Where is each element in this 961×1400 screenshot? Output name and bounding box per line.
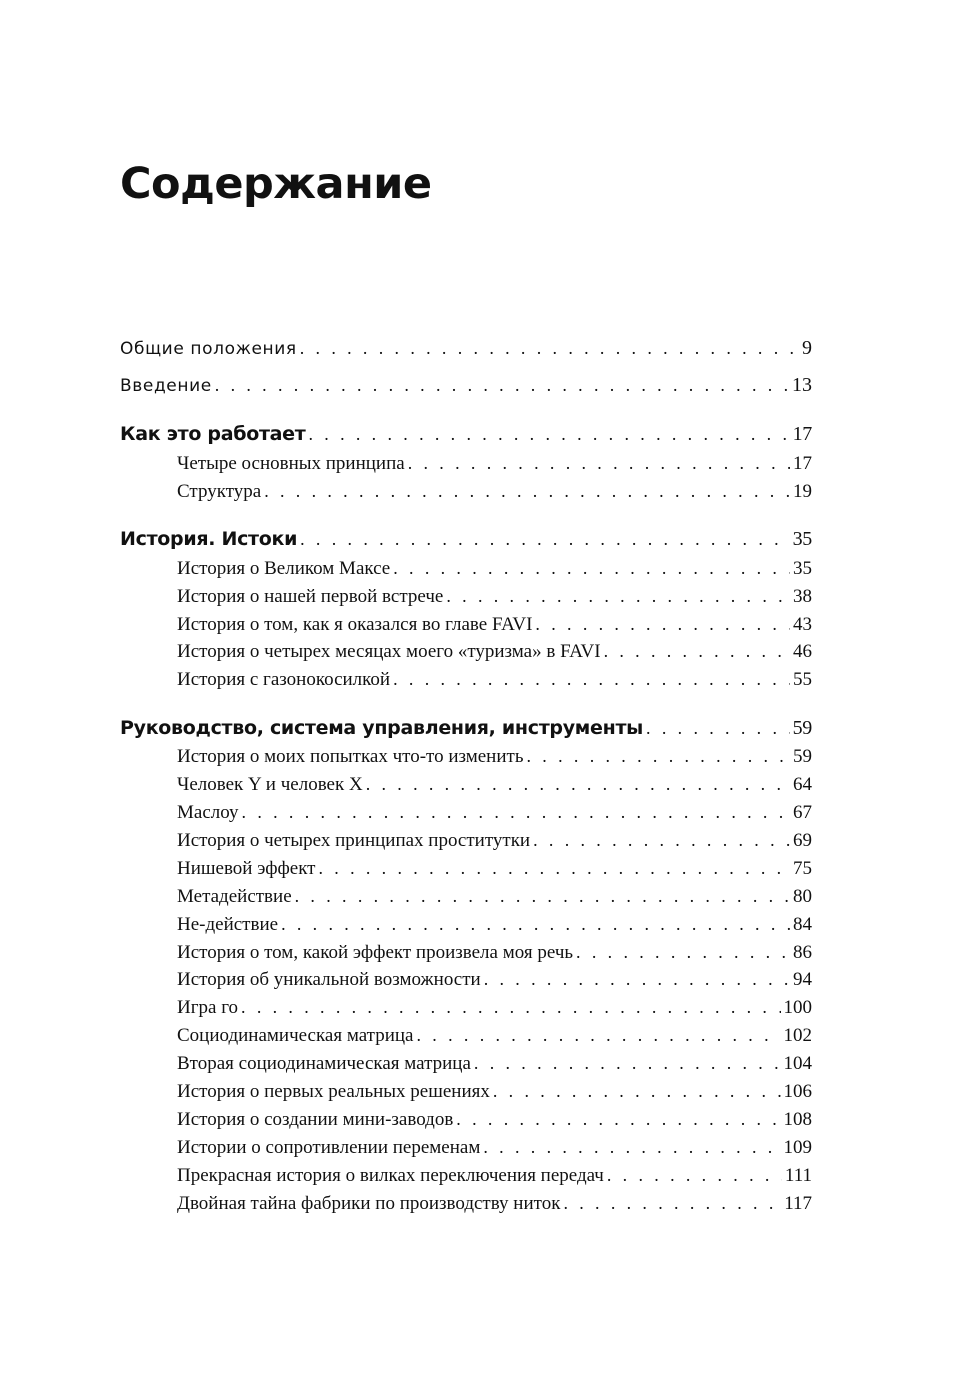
toc-entry-title: Общие положения xyxy=(120,339,297,359)
dot-leader xyxy=(393,665,790,693)
toc-entry-title: Структура xyxy=(177,481,262,502)
toc-page-number: 13 xyxy=(792,374,812,396)
dot-leader xyxy=(408,449,790,477)
dot-leader xyxy=(417,1021,781,1049)
toc-entry[interactable] xyxy=(177,742,812,770)
dot-leader xyxy=(300,525,789,553)
toc-page-number: 80 xyxy=(793,886,812,907)
toc-entry-title: Игра го xyxy=(177,997,239,1018)
toc-entry[interactable] xyxy=(177,610,812,638)
toc-page-number: 104 xyxy=(783,1053,812,1074)
toc-entry[interactable] xyxy=(177,1021,812,1049)
toc-page-number: 46 xyxy=(793,641,812,662)
toc-page-number: 67 xyxy=(793,802,812,823)
toc-entry-title: Как это работает xyxy=(120,423,306,445)
dot-leader xyxy=(264,477,790,505)
toc-page-number: 69 xyxy=(793,830,812,851)
toc-entry[interactable] xyxy=(177,449,812,477)
toc-page-number: 9 xyxy=(802,337,812,359)
dot-leader xyxy=(604,637,790,665)
toc-page-number: 55 xyxy=(793,669,812,690)
toc-entry-title: История об уникальной возможности xyxy=(177,969,481,990)
dot-leader xyxy=(366,770,790,798)
toc-entry[interactable] xyxy=(177,1077,812,1105)
page-title: Содержание xyxy=(120,159,432,209)
toc-page-number: 19 xyxy=(793,481,812,502)
toc-entry-title: Вторая социодинамическая матрица xyxy=(177,1053,471,1074)
toc-entry-title: Введение xyxy=(120,376,212,396)
dot-leader xyxy=(646,714,790,742)
toc-page-number: 86 xyxy=(793,942,812,963)
toc-entry-title: История. Истоки xyxy=(120,528,298,550)
toc-section-heading[interactable] xyxy=(120,420,812,448)
toc-entry[interactable] xyxy=(177,965,812,993)
dot-leader xyxy=(446,582,790,610)
toc-entry-title: Человек Y и человек X xyxy=(177,774,363,795)
toc-entry[interactable] xyxy=(177,882,812,910)
toc-entry[interactable] xyxy=(177,1189,812,1217)
toc-entry[interactable] xyxy=(177,637,812,665)
toc-entry[interactable] xyxy=(177,1133,812,1161)
dot-leader xyxy=(295,882,790,910)
toc-page-number: 35 xyxy=(792,528,812,550)
dot-leader xyxy=(393,554,790,582)
dot-leader xyxy=(535,610,790,638)
dot-leader xyxy=(527,742,791,770)
toc-entry[interactable] xyxy=(177,938,812,966)
toc-page-number: 35 xyxy=(793,558,812,579)
toc-entry[interactable] xyxy=(177,665,812,693)
toc-entry-title: История о нашей первой встрече xyxy=(177,586,444,607)
toc-entry-title: Четыре основных принципа xyxy=(177,453,405,474)
toc-entry[interactable] xyxy=(177,1105,812,1133)
toc-page-number: 117 xyxy=(784,1193,812,1214)
toc-entry[interactable] xyxy=(177,770,812,798)
toc-entry-title: История о четырех принципах проститутки xyxy=(177,830,531,851)
toc-entry-title: История с газонокосилкой xyxy=(177,669,391,690)
toc-entry-title: История о Великом Максе xyxy=(177,558,391,579)
toc-entry[interactable] xyxy=(177,554,812,582)
toc-page-number: 111 xyxy=(784,1165,812,1186)
toc-entry-title: Социодинамическая матрица xyxy=(177,1025,414,1046)
dot-leader xyxy=(242,798,790,826)
toc-page-number: 94 xyxy=(793,969,812,990)
toc-page-number: 43 xyxy=(793,614,812,635)
toc-page-number: 17 xyxy=(792,423,812,445)
toc-section-heading[interactable] xyxy=(120,525,812,553)
toc-section-heading[interactable] xyxy=(120,714,812,742)
dot-leader xyxy=(281,910,790,938)
toc-page-number: 108 xyxy=(783,1109,812,1130)
toc-entry[interactable] xyxy=(177,826,812,854)
dot-leader xyxy=(576,938,790,966)
toc-entry-title: История о том, как я оказался во главе FAVI xyxy=(177,614,533,635)
toc-entry[interactable] xyxy=(177,582,812,610)
toc-page-number: 59 xyxy=(793,746,812,767)
toc-entry[interactable] xyxy=(177,477,812,505)
toc-entry-title: Метадействие xyxy=(177,886,292,907)
toc-entry-title: Нишевой эффект xyxy=(177,858,316,879)
toc-entry-title: Истории о сопротивлении переменам xyxy=(177,1137,481,1158)
dot-leader xyxy=(318,854,790,882)
dot-leader xyxy=(483,1133,780,1161)
toc-entry-title: Прекрасная история о вилках переключения передач xyxy=(177,1165,604,1186)
toc-entry[interactable] xyxy=(177,854,812,882)
dot-leader xyxy=(484,965,790,993)
toc-entry[interactable] xyxy=(177,993,812,1021)
toc-page-number: 84 xyxy=(793,914,812,935)
toc-page-number: 64 xyxy=(793,774,812,795)
dot-leader xyxy=(241,993,780,1021)
toc-page-number: 102 xyxy=(783,1025,812,1046)
dot-leader xyxy=(533,826,790,854)
dot-leader xyxy=(493,1077,781,1105)
toc-page-number: 17 xyxy=(793,453,812,474)
toc-entry[interactable] xyxy=(177,1161,812,1189)
toc-entry-title: Двойная тайна фабрики по производству ниток xyxy=(177,1193,561,1214)
dot-leader xyxy=(563,1189,781,1217)
dot-leader xyxy=(215,371,789,399)
toc-page-number: 109 xyxy=(783,1137,812,1158)
toc-page-number: 75 xyxy=(793,858,812,879)
toc-page-number: 59 xyxy=(792,717,812,739)
dot-leader xyxy=(300,334,799,362)
toc-page-number: 38 xyxy=(793,586,812,607)
toc-entry[interactable] xyxy=(177,1049,812,1077)
dot-leader xyxy=(456,1105,780,1133)
toc-page-number: 106 xyxy=(783,1081,812,1102)
dot-leader xyxy=(474,1049,781,1077)
toc-entry-title: Маслоу xyxy=(177,802,239,823)
dot-leader xyxy=(607,1161,782,1189)
toc-page-number: 100 xyxy=(783,997,812,1018)
toc-entry-title: История о моих попытках что-то изменить xyxy=(177,746,524,767)
toc-entry[interactable] xyxy=(177,798,812,826)
toc-entry[interactable] xyxy=(120,334,812,362)
toc-entry-title: Руководство, система управления, инструменты xyxy=(120,717,644,739)
toc-entry-title: История о четырех месяцах моего «туризма» в FAVI xyxy=(177,641,601,662)
dot-leader xyxy=(308,420,789,448)
toc-entry-title: История о создании мини-заводов xyxy=(177,1109,454,1130)
toc-entry[interactable] xyxy=(120,371,812,399)
toc-entry-title: История о том, какой эффект произвела моя речь xyxy=(177,942,574,963)
toc-entry-title: Не-действие xyxy=(177,914,279,935)
toc-entry[interactable] xyxy=(177,910,812,938)
toc-entry-title: История о первых реальных решениях xyxy=(177,1081,490,1102)
